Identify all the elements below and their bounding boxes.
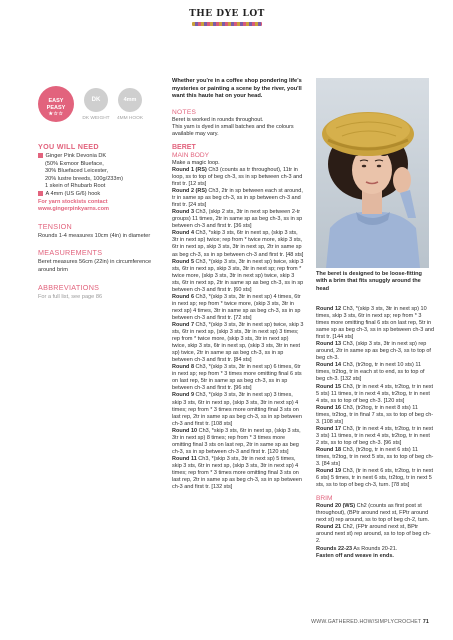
round-instruction [172, 294, 304, 322]
round-label: Round 15 [316, 383, 342, 390]
difficulty-badge [38, 86, 74, 122]
round-text: Ch3, (tr2tog, tr in next 10 sts) 11 times, tr2tog, tr in each st to end, ss to top of beg ch-3. [132 sts] [316, 362, 425, 383]
round-text: Ch3, *skip 3 sts, 6tr in next sp, (skip 3 sts, 3tr in next sp) 8 times; rep from * 3 times more omitting final 3 sts on last rep, 2tr in same sp as beg ch-3, ss in sp between ch-3 and first tr. [120 sts] [172, 427, 301, 455]
round-label: Round 18 [316, 446, 342, 453]
round-text: Ch3, (skip 3 sts, 3tr in next sp) rep around, 2tr in same sp as beg ch-3, ss to top of beg ch-3. [316, 341, 431, 362]
round-instruction [172, 188, 304, 209]
notes-paragraph: Beret is worked in rounds throughout. [172, 116, 264, 123]
round-instruction [172, 392, 304, 427]
magazine-section-logo [186, 9, 268, 29]
round-instruction [316, 306, 434, 341]
round-text: Ch3, *(skip 3 sts, 3tr in next sp) 6 times, 6tr in next sp; rep from * 3 times more omitting final 6 sts on last rep, 5tr in same sp as beg ch-3, ss in sp between ch-3 and first tr. [96 sts] [172, 364, 302, 392]
round-text: Ch3, *(skip 3 sts, 3tr in next sp) 10 times, skip 3 sts, 6tr in next sp; rep from * 3 times more omitting final 6 sts on last rep, 5tr in same sp as beg ch-3, ss in sp between ch-3 and first tr. [144 sts] [316, 306, 435, 341]
round-label: Rounds 22-23 [316, 545, 353, 552]
model-photo-illustration [316, 78, 429, 268]
notes-text [172, 117, 304, 138]
stockist-link[interactable]: www.gingerpinkyarns.com [38, 206, 109, 213]
round-label: Round 5 [172, 258, 194, 265]
yarn-line: 30% Bluefaced Leicester, [45, 168, 109, 175]
middle-column [172, 78, 304, 491]
brim-heading: BRIM [316, 495, 333, 503]
round-label: Round 8 [172, 364, 194, 371]
brim-instructions [316, 503, 434, 559]
round-label: Round 17 [316, 425, 342, 432]
round-label: Round 20 (WS) [316, 503, 356, 510]
round-text: Ch3, (tr in next 4 sts, tr2tog, tr in next 3 sts) 11 times, tr in next 4 sts, tr2tog, tr in next 2 sts, ss to top of beg ch-3. [96 sts] [316, 425, 434, 446]
round-label: Round 10 [172, 427, 198, 434]
round-label: Round 14 [316, 362, 342, 369]
round-instruction [316, 405, 434, 426]
round-text: Ch3, *(skip 3 sts, 3tr in next sp) 5 times, skip 3 sts, 6tr in next sp, (skip 3 sts, 3tr in next sp) 4 times; rep from * 3 times more omitting final 3 sts on last rep, 2tr in same sp as beg ch-3, ss in sp between ch-3 and first tr. [132 sts] [172, 455, 302, 491]
section-logo-text: THE DYE LOT [189, 9, 265, 19]
pattern-instructions-continued [316, 306, 434, 489]
abbreviations-heading: ABBREVIATIONS [38, 282, 100, 292]
round-text: Ch2 (counts as first post st throughout), (BPtr around next st, FPtr around next st) rep around, ss to top of beg ch-2, turn. [316, 503, 430, 524]
yarn-line: 20% lustre breeds, 100g/233m) [45, 175, 124, 182]
page-footer [311, 619, 429, 625]
beret-heading: BERET [172, 143, 196, 151]
round-label: Round 12 [316, 306, 342, 312]
round-text: Ch3, *skip 3 sts, 6tr in next sp, (skip 3 sts, 3tr in next sp) twice; rep from * twice more, skip 3 sts, 6tr in next sp, skip 3 sts, 3tr in next sp, 2tr in same sp as beg ch-3, ss in sp between ch-3 and first tr. [48 sts] [172, 230, 304, 258]
round-label: Round 9 [172, 392, 194, 399]
round-text: Ch3, *(skip 3 sts, 3tr in next sp) 4 times, 6tr in next sp; rep from * twice more, (skip 3 sts, 3tr in next sp) 4 times, 3tr in same sp as beg ch-3, ss in sp between ch-3 and first tr. [72 sts] [172, 293, 301, 321]
round-text: Ch3, *(skip 3 sts, 3tr in next sp) twice, skip 3 sts, 6tr in next sp, (skip 3 sts, 3tr in next sp) 3 times; rep from * twice more, (skip 3 sts, 3tr in next sp) twice, skip 3 sts, 6tr in next sp, (skip 3 sts, 3tr in next sp) twice, 2tr in same sp as beg ch-3, ss in sp between ch-3 and first tr. [84 sts] [172, 322, 304, 364]
round-instruction [316, 503, 434, 524]
round-instruction [172, 428, 304, 456]
abbreviations-text: For a full list, see page 86 [38, 293, 103, 300]
round-instruction [316, 341, 434, 362]
notes-heading: NOTES [172, 108, 197, 116]
hook-icon: 4mm [118, 88, 142, 112]
left-column [38, 82, 154, 301]
round-instruction [172, 259, 304, 294]
round-label: Round 1 (RS) [172, 166, 207, 173]
pattern-instructions [172, 160, 304, 491]
round-instruction [316, 546, 434, 553]
round-text: Ch2, (FPtr around next st, BPtr around next st) rep around, ss to top of beg ch-2. [316, 524, 431, 545]
round-text: Ch3 (counts as tr throughout), 11tr in loop, ss to top of beg ch-3, ss in sp between ch-3 and first tr. [12 sts] [172, 166, 303, 188]
hook-caption: 4MM HOOK [116, 116, 144, 121]
round-instruction [316, 524, 434, 545]
you-will-need-heading: YOU WILL NEED [38, 142, 99, 151]
round-text: Ch3, (tr2tog, tr in next 6 sts) 11 times, tr2tog, tr in next 5 sts, ss to top of beg ch-3. [84 sts] [316, 446, 434, 468]
intro-text: Whether you're in a coffee shop pondering life's mysteries or painting a scene by the river, you'll want this haute hat on your head. [172, 78, 302, 100]
round-label: Round 21 [316, 524, 342, 531]
round-instruction [172, 364, 304, 392]
round-text: Ch3, (skip 2 sts, 3tr in next sp between 2-tr groups) 11 times, 2tr in same sp as beg ch-3, ss in sp between ch-3 and first tr. [36 sts] [172, 209, 303, 230]
yarn-line: 1 skein of Rhubarb Root [45, 183, 106, 190]
round-instruction [316, 384, 434, 405]
round-instruction [316, 362, 434, 383]
round-label: Round 6 [172, 293, 194, 300]
bullet-icon [38, 153, 43, 158]
stockist-note: For yarn stockists contact [38, 198, 108, 205]
pattern-badges [38, 82, 154, 142]
round-text: Ch3, 2tr in sp between each st around, tr in same sp as beg ch-3, ss in sp between ch-3 and first tr. [24 sts] [172, 188, 303, 209]
round-instruction [172, 167, 304, 188]
round-label: Round 7 [172, 322, 194, 328]
round-text: Ch3, *(skip 3 sts, 3tr in next sp) 3 times, skip 3 sts, 6tr in next sp, (skip 3 sts, 3tr in next sp) 4 times; rep from * 3 times more omitting final 3 sts on last rep, 2tr in same sp as beg ch-3, ss in sp between ch-3 and first tr. [108 sts] [172, 392, 302, 427]
footer-url[interactable]: WWW.GATHERED.HOW/SIMPLYCROCHET [311, 619, 422, 625]
round-label: Round 19 [316, 468, 342, 475]
difficulty-line2: PEASY [46, 104, 66, 111]
round-label: Round 13 [316, 341, 342, 348]
weight-caption: DK WEIGHT [82, 116, 110, 121]
instruction-line: Make a magic loop. [172, 159, 220, 166]
round-text: Ch3, (tr in next 6 sts, tr2tog, tr in next 6 sts) 5 times, tr in next 6 sts, tr2tog, tr in next 5 sts, ss to top of beg ch-3, turn. [78 sts] [316, 468, 434, 489]
measurements-heading: MEASUREMENTS [38, 248, 103, 258]
round-instruction [172, 230, 304, 258]
round-instruction [316, 468, 434, 489]
tension-text: Rounds 1-4 measures 10cm (4in) in diameter [38, 232, 151, 239]
yarn-line: Ginger Pink Devonia DK [45, 153, 107, 159]
photo-caption: The beret is designed to be loose-fitting with a brim that fits snuggly around the head [316, 271, 422, 292]
round-label: Round 11 [172, 455, 197, 462]
weight-icon: DK [84, 88, 108, 112]
finishing-line: Fasten off and weave in ends. [316, 552, 394, 559]
model-photo [316, 78, 429, 268]
measurements-text: Beret measures 56cm (22in) in circumference around brim [38, 259, 152, 273]
yarn-line: (50% Exmoor Blueface, [45, 160, 104, 167]
page-header [0, 0, 453, 42]
round-instruction [172, 322, 304, 364]
round-text: Ch3, (tr2tog, tr in next 8 sts) 11 times, tr2tog, tr in final 7 sts, ss to top of beg ch-3. [108 sts] [316, 404, 434, 425]
materials-list [38, 153, 154, 214]
round-label: Round 3 [172, 209, 194, 216]
round-text: Ch3, (tr in next 4 sts, tr2tog, tr in next 5 sts) 11 times, tr in next 4 sts, tr2tog, tr in next 4 sts, ss to top of beg ch-3. [120 sts] [316, 383, 434, 404]
round-label: Round 16 [316, 404, 342, 411]
difficulty-line1: EASY [48, 98, 64, 104]
hook-line: A 4mm (US G/6) hook [45, 190, 101, 197]
round-text: As Rounds 20-21. [352, 545, 398, 552]
notes-paragraph: This yarn is dyed in small batches and the colours available may vary. [172, 123, 294, 137]
round-text: Ch3, *(skip 3 sts, 3tr in next sp) twice, skip 3 sts, 6tr in next sp, skip 3 sts, 3tr in next sp; rep from * twice more, (skip 3 sts, 3tr in next sp) twice, skip 3 sts, 6tr in next sp, 2tr in same sp as beg ch-3, ss in sp between ch-3 and first tr. [60 sts] [172, 258, 304, 293]
page-number: 71 [422, 619, 429, 625]
difficulty-stars: ★☆☆ [48, 111, 64, 117]
round-instruction [172, 456, 304, 491]
logo-decoration [192, 22, 262, 26]
tension-heading: TENSION [38, 221, 73, 231]
main-body-heading: MAIN BODY [172, 151, 210, 159]
round-label: Round 2 (RS) [172, 188, 207, 195]
round-instruction [316, 447, 434, 468]
bullet-icon [38, 191, 43, 196]
round-instruction [316, 426, 434, 447]
round-label: Round 4 [172, 230, 194, 237]
right-column [316, 306, 434, 560]
round-instruction [172, 209, 304, 230]
